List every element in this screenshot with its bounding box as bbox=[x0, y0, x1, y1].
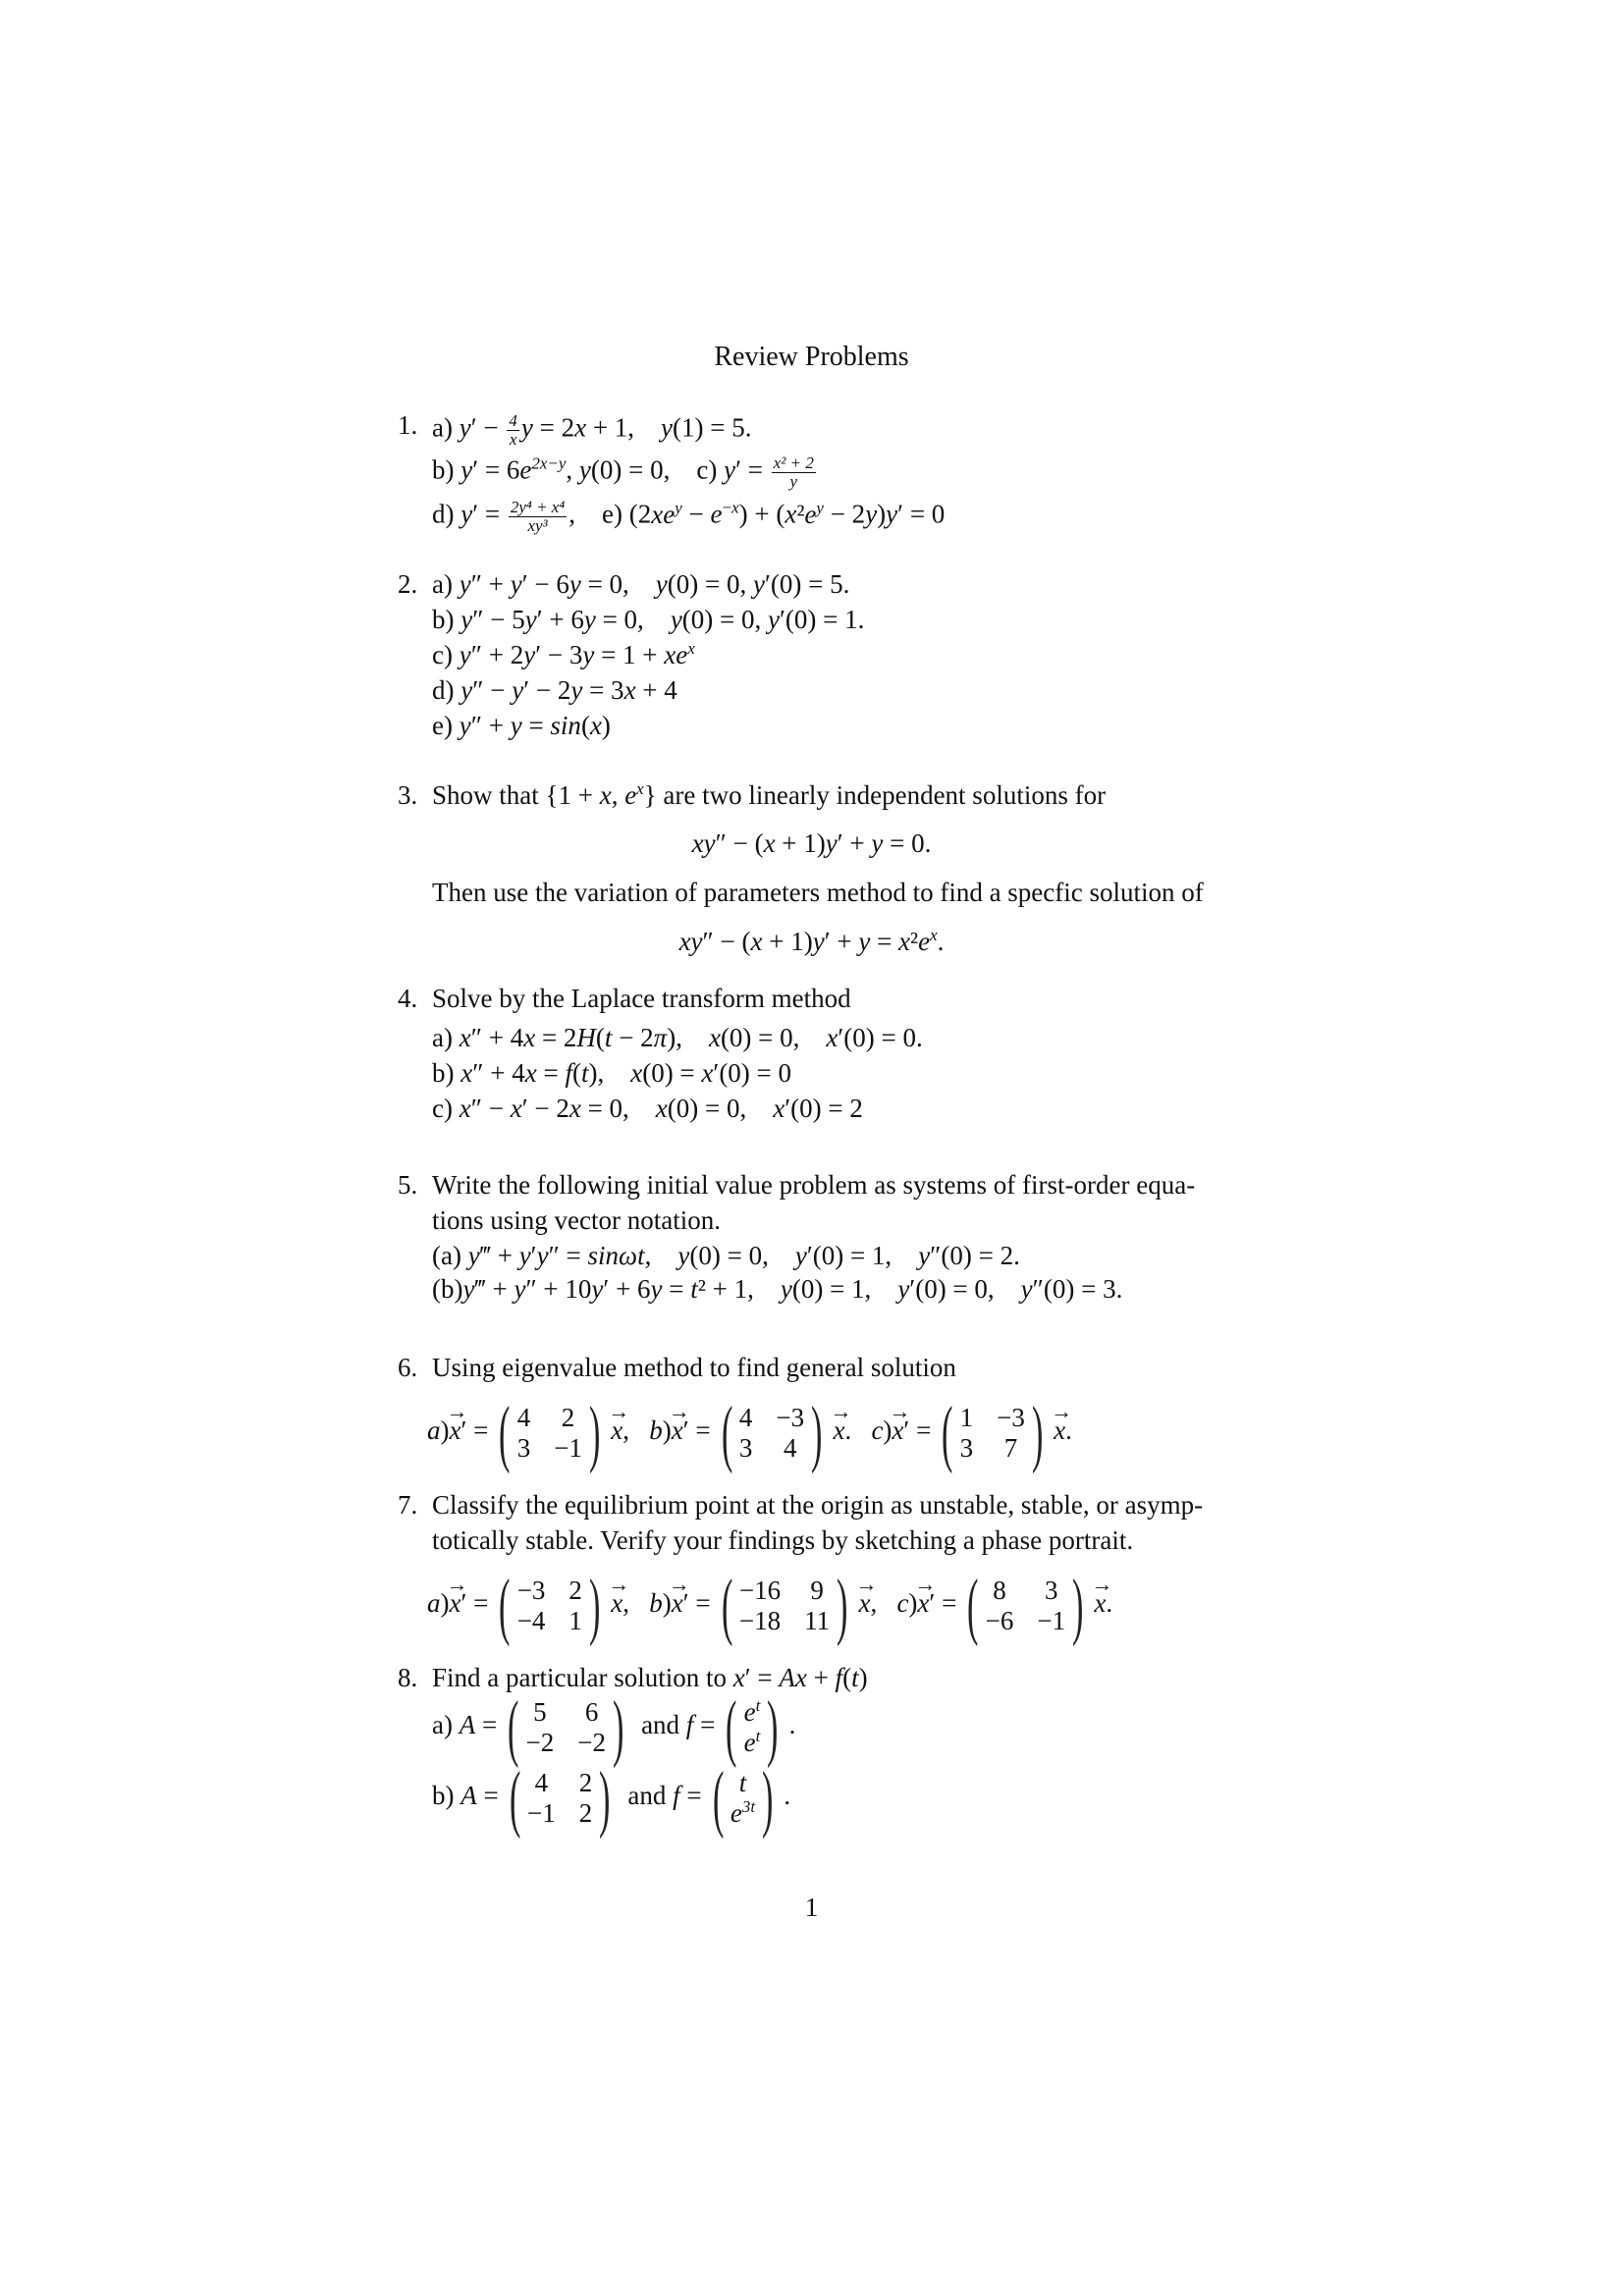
problem-6-intro: Using eigenvalue method to find general solution bbox=[432, 1353, 956, 1382]
problem-4-intro: Solve by the Laplace transform method bbox=[432, 984, 851, 1013]
problem-7-intro-line-1: Classify the equilibrium point at the origin as unstable, stable, or asymp- bbox=[432, 1490, 1204, 1520]
problem-3-equation-2: $xy'' - (x + 1)y' + y = x^2e^x$. bbox=[678, 926, 945, 956]
problem-5b: (b)y‴ + y″ + 10y′ + 6y = t² + 1, y(0) = 1, y′(0) = 0, y″(0) = 3. bbox=[432, 1274, 1123, 1304]
problem-1bc: b) $y' = 6e^{2x-y}$, y(0) = 0, c) y′ = $\frac{\text{x² + 2}}{y}$ bbox=[432, 454, 814, 491]
problem-5a: (a) y‴ + y′y″ = sinωt, y(0) = 0, y′(0) = 1, y″(0) = 2. bbox=[432, 1241, 1020, 1270]
problem-2e: e) y″ + y = sin(x) bbox=[432, 711, 611, 740]
document-title: Review Problems bbox=[714, 342, 909, 372]
problem-6-systems bbox=[427, 1392, 1072, 1474]
problem-4b: b) x″ + 4x = f(t), x(0) = x′(0) = 0 bbox=[432, 1058, 792, 1088]
problem-3-intro: Show that {1 + x, $e^x$} are two linearly independent solutions for bbox=[432, 779, 1107, 810]
page-number: 1 bbox=[804, 1893, 819, 1922]
problem-number: 5. bbox=[398, 1170, 418, 1200]
problem-7-intro-line-2: totically stable. Verify your findings by sketching a phase portrait. bbox=[432, 1525, 1134, 1555]
problem-5-intro-line-2: tions using vector notation. bbox=[432, 1205, 721, 1235]
problem-3-middle: Then use the variation of parameters method to find a specfic solution of bbox=[432, 878, 1204, 907]
problem-2c: c) $y'' + 2y' - 3y = 1 + xe^x$ bbox=[432, 639, 695, 669]
problem-1a: a) y′ − $\frac{4}{x}$ y = 2x + 1, y(1) = 5. bbox=[432, 411, 752, 449]
problem-5-intro-line-1: Write the following initial value problem as systems of first-order equa- bbox=[432, 1170, 1196, 1200]
problem-4a: a) x″ + 4x = 2H(t − 2π), x(0) = 0, x′(0) = 0. bbox=[432, 1023, 923, 1052]
problem-2b: b) y″ − 5y′ + 6y = 0, y(0) = 0, y′(0) = 1. bbox=[432, 605, 865, 634]
problem-number: 3. bbox=[398, 780, 418, 810]
problem-number: 7. bbox=[398, 1490, 418, 1520]
system-b: b)→ x′ = ( 4 −3 3 4 ) → x. bbox=[649, 1415, 851, 1445]
problem-7-systems bbox=[427, 1565, 1113, 1647]
system-b: b)→ x′ = ( −16 9 −18 11 ) → x, bbox=[649, 1588, 877, 1618]
problem-3-equation-1: xy″ − (x + 1)y′ + y = 0. bbox=[691, 828, 932, 858]
problem-number: 8. bbox=[398, 1663, 418, 1692]
system-a: a)→ x′ = ( −3 2 −4 1 ) → x, bbox=[427, 1588, 629, 1618]
problem-number: 1. bbox=[398, 410, 418, 440]
problem-number: 2. bbox=[398, 569, 418, 599]
problem-2d: d) y″ − y′ − 2y = 3x + 4 bbox=[432, 675, 677, 705]
system-a: a)→ x′ = ( 4 2 3 −1 ) → x, bbox=[427, 1415, 629, 1445]
problem-8b: b) A = ( 4 2 −1 2 ) and f = ( t $e^{3t}$ ) . bbox=[432, 1757, 791, 1840]
problem-8a: a) A = ( 5 6 −2 −2 ) and f = ( $e^t$ $e^t$ ) . bbox=[432, 1686, 796, 1769]
problem-4c: c) x″ − x′ − 2x = 0, x(0) = 0, x′(0) = 2 bbox=[432, 1094, 863, 1123]
system-c: c)→ x′ = ( 1 −3 3 7 ) → x. bbox=[871, 1415, 1071, 1445]
problem-8-intro: Find a particular solution to x′ = Ax + f(t) bbox=[432, 1663, 868, 1692]
problem-2a: a) y″ + y′ − 6y = 0, y(0) = 0, y′(0) = 5. bbox=[432, 569, 850, 599]
problem-number: 4. bbox=[398, 984, 418, 1013]
problem-number: 6. bbox=[398, 1353, 418, 1382]
problem-1de: d) y′ = $\frac{\text{2y⁴ + x⁴}}{\text{xy³}}$ , e) $(2xe^y - e^{-x}) + (x^2e^y - 2y)y' = 0$ bbox=[432, 498, 946, 535]
system-c: c)→ x′ = ( 8 3 −6 −1 ) → x. bbox=[896, 1588, 1112, 1618]
